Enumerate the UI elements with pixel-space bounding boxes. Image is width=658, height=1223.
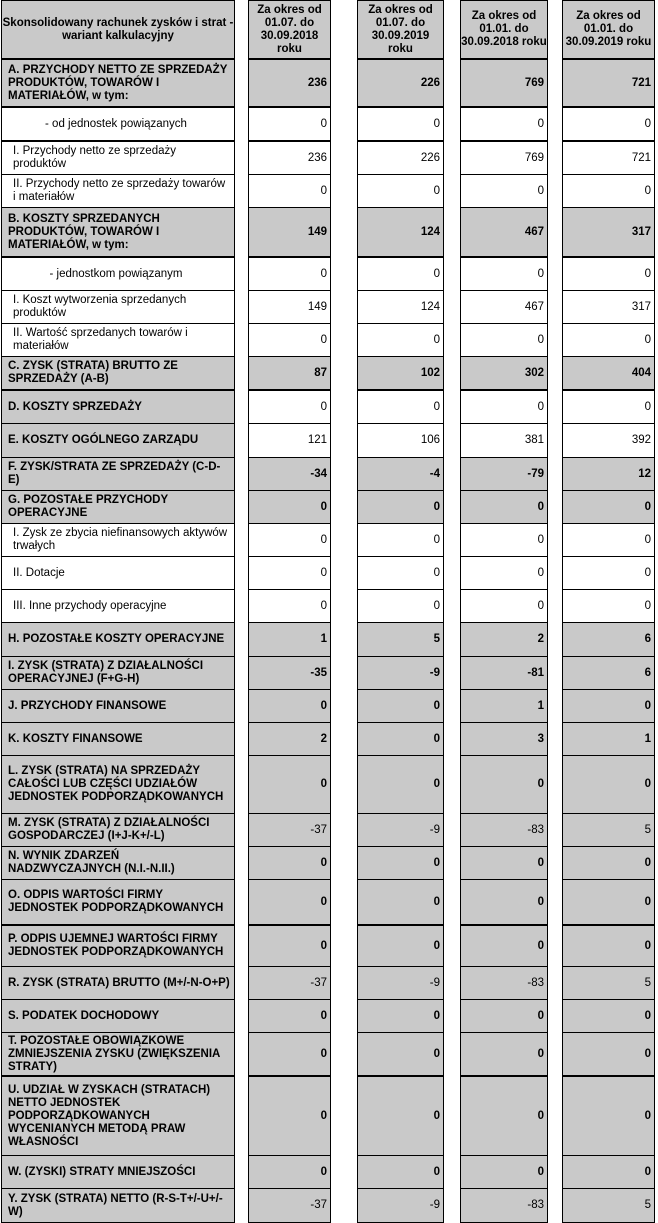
- header-label: Skonsolidowany rachunek zysków i strat - wariant kalkulacyjny: [2, 16, 234, 42]
- value-cell: 0: [460, 589, 548, 623]
- value-cell: -37: [248, 1188, 331, 1223]
- row-label: P. ODPIS UJEMNEJ WARTOŚCI FIRMY JEDNOSTEK PODPORZĄDKOWANYCH: [8, 933, 224, 958]
- value-cell: 0: [562, 589, 655, 623]
- value-cell: 0: [562, 107, 655, 141]
- row-label-cell: [1, 457, 235, 491]
- value-cell: 0: [460, 1076, 548, 1156]
- row-label: R. ZYSK (STRATA) BRUTTO (M+/-N-O+P): [8, 976, 230, 989]
- value-cell: 0: [248, 523, 331, 557]
- value-cell: 0: [562, 556, 655, 590]
- value-cell: 467: [460, 290, 548, 324]
- value-cell: 124: [357, 207, 444, 257]
- row-label: E. KOSZTY OGÓLNEGO ZARZĄDU: [8, 434, 199, 446]
- value-cell: 0: [562, 323, 655, 357]
- row-label: I. Przychody netto ze sprzedaży produktów: [13, 145, 176, 170]
- row-label: G. POZOSTAŁE PRZYCHODY OPERACYJNE: [8, 494, 168, 519]
- row-label-cell: [1, 656, 235, 690]
- value-cell: 317: [562, 207, 655, 257]
- row-label: M. ZYSK (STRATA) Z DZIAŁALNOŚCI GOSPODARCZEJ (I+J-K+/-L): [8, 817, 210, 842]
- row-label: U. UDZIAŁ W ZYSKACH (STRATACH) NETTO JEDNOSTEK PODPORZĄDKOWANYCH WYCENIANYCH METODĄ PRAW WŁASNOŚCI: [8, 1083, 211, 1148]
- row-label: F. ZYSK/STRATA ZE SPRZEDAŻY (C-D-E): [8, 461, 221, 486]
- row-label: N. WYNIK ZDARZEŃ NADZWYCZAJNYCH (N.I.-N.II.): [8, 850, 175, 875]
- value-cell: 0: [460, 755, 548, 814]
- value-cell: 467: [460, 207, 548, 257]
- value-cell: 0: [562, 879, 655, 925]
- value-cell: 0: [248, 257, 331, 291]
- row-label: III. Inne przychody operacyjne: [13, 599, 167, 612]
- value-cell: -4: [357, 457, 444, 491]
- value-cell: -37: [248, 966, 331, 1000]
- row-label-cell: [1, 755, 235, 814]
- value-cell: 5: [357, 622, 444, 657]
- value-cell: 6: [562, 656, 655, 690]
- value-cell: -83: [460, 813, 548, 847]
- row-label-cell: [1, 141, 235, 175]
- value-cell: 0: [357, 174, 444, 208]
- row-label: C. ZYSK (STRATA) BRUTTO ZE SPRZEDAŻY (A-B): [8, 360, 178, 385]
- value-cell: -9: [357, 813, 444, 847]
- value-cell: 769: [460, 59, 548, 107]
- row-label-cell: [1, 356, 235, 390]
- row-label: J. PRZYCHODY FINANSOWE: [8, 699, 167, 712]
- value-cell: 121: [248, 423, 331, 458]
- value-cell: 2: [460, 622, 548, 657]
- row-label-cell: [1, 290, 235, 324]
- header-period-4: Za okres od 01.01. do 30.09.2019 roku: [562, 0, 655, 59]
- value-cell: 0: [248, 107, 331, 141]
- value-cell: 0: [460, 174, 548, 208]
- value-cell: 381: [460, 423, 548, 458]
- value-cell: 149: [248, 207, 331, 257]
- header-period-1: Za okres od 01.07. do 30.09.2018 roku: [248, 0, 331, 59]
- value-cell: -83: [460, 966, 548, 1000]
- row-label-cell: [1, 999, 235, 1033]
- value-cell: 0: [357, 689, 444, 723]
- value-cell: 0: [460, 257, 548, 291]
- row-label-cell: [1, 174, 235, 208]
- row-label: A. PRZYCHODY NETTO ZE SPRZEDAŻY PRODUKTÓW, TOWARÓW I MATERIAŁÓW, w tym:: [8, 63, 228, 102]
- row-label: - od jednostek powiązanych: [45, 117, 187, 130]
- row-label-cell: [1, 1076, 235, 1156]
- row-label-cell: [1, 1032, 235, 1076]
- row-label-cell: [1, 490, 235, 524]
- value-cell: 102: [357, 356, 444, 390]
- value-cell: 0: [562, 755, 655, 814]
- value-cell: 0: [562, 999, 655, 1033]
- row-label-cell: [1, 423, 235, 458]
- value-cell: -37: [248, 813, 331, 847]
- value-cell: 1: [460, 689, 548, 723]
- value-cell: 0: [460, 523, 548, 557]
- value-cell: 0: [460, 1032, 548, 1076]
- value-cell: 721: [562, 59, 655, 107]
- value-cell: 0: [357, 390, 444, 424]
- row-label-cell: [1, 722, 235, 756]
- value-cell: 2: [248, 722, 331, 756]
- value-cell: 0: [562, 174, 655, 208]
- value-cell: 0: [562, 925, 655, 967]
- row-label: K. KOSZTY FINANSOWE: [8, 732, 143, 745]
- value-cell: 12: [562, 457, 655, 491]
- value-cell: -9: [357, 1188, 444, 1223]
- value-cell: 0: [248, 879, 331, 925]
- value-cell: 5: [562, 1188, 655, 1223]
- value-cell: 0: [248, 390, 331, 424]
- value-cell: 0: [460, 390, 548, 424]
- value-cell: 0: [562, 846, 655, 880]
- row-label: L. ZYSK (STRATA) NA SPRZEDAŻY CAŁOŚCI LUB CZĘŚCI UDZIAŁÓW JEDNOSTEK PODPORZĄDKOWANYCH: [8, 765, 224, 803]
- row-label-cell: [1, 1155, 235, 1189]
- value-cell: 0: [562, 1076, 655, 1156]
- value-cell: 0: [357, 1155, 444, 1189]
- value-cell: 0: [562, 1032, 655, 1076]
- value-cell: 5: [562, 966, 655, 1000]
- value-cell: 392: [562, 423, 655, 458]
- value-cell: 0: [357, 925, 444, 967]
- value-cell: 6: [562, 622, 655, 657]
- value-cell: 721: [562, 141, 655, 175]
- value-cell: 0: [248, 490, 331, 524]
- value-cell: 0: [562, 490, 655, 524]
- value-cell: 1: [248, 622, 331, 657]
- value-cell: 149: [248, 290, 331, 324]
- value-cell: 0: [562, 1155, 655, 1189]
- value-cell: -9: [357, 966, 444, 1000]
- value-cell: 0: [460, 999, 548, 1033]
- row-label-cell: [1, 390, 235, 424]
- value-cell: 0: [460, 846, 548, 880]
- value-cell: -83: [460, 1188, 548, 1223]
- value-cell: 124: [357, 290, 444, 324]
- value-cell: 0: [248, 1155, 331, 1189]
- value-cell: 0: [357, 257, 444, 291]
- row-label-cell: [1, 689, 235, 723]
- row-label: T. POZOSTAŁE OBOWIĄZKOWE ZMNIEJSZENIA ZYSKU (ZWIĘKSZENIA STRATY): [8, 1034, 220, 1073]
- row-label-cell: [1, 59, 235, 107]
- value-cell: 0: [460, 925, 548, 967]
- row-label-cell: [1, 556, 235, 590]
- value-cell: 0: [357, 490, 444, 524]
- value-cell: 0: [460, 323, 548, 357]
- value-cell: 0: [460, 490, 548, 524]
- value-cell: 404: [562, 356, 655, 390]
- value-cell: 0: [357, 846, 444, 880]
- value-cell: 0: [357, 879, 444, 925]
- value-cell: 0: [562, 257, 655, 291]
- row-label: Y. ZYSK (STRATA) NETTO (R-S-T+/-U+/-W): [8, 1192, 223, 1218]
- value-cell: 302: [460, 356, 548, 390]
- value-cell: 0: [248, 925, 331, 967]
- value-cell: 0: [248, 1032, 331, 1076]
- row-label-cell: [1, 589, 235, 623]
- value-cell: 106: [357, 423, 444, 458]
- value-cell: 236: [248, 59, 331, 107]
- row-label-cell: [1, 966, 235, 1000]
- value-cell: 0: [357, 323, 444, 357]
- row-label-cell: [1, 523, 235, 557]
- row-label-cell: [1, 107, 235, 141]
- value-cell: -81: [460, 656, 548, 690]
- value-cell: 5: [562, 813, 655, 847]
- row-label-cell: [1, 622, 235, 657]
- row-label: O. ODPIS WARTOŚCI FIRMY JEDNOSTEK PODPORZĄDKOWANYCH: [8, 889, 224, 914]
- row-label: II. Dotacje: [13, 566, 65, 579]
- row-label-cell: [1, 207, 235, 257]
- value-cell: -9: [357, 656, 444, 690]
- row-label-cell: [1, 257, 235, 291]
- header-label-cell: [1, 0, 235, 59]
- row-label: S. PODATEK DOCHODOWY: [8, 1009, 160, 1022]
- value-cell: 0: [248, 556, 331, 590]
- value-cell: 226: [357, 59, 444, 107]
- value-cell: 0: [248, 174, 331, 208]
- value-cell: 1: [562, 722, 655, 756]
- value-cell: 0: [357, 1076, 444, 1156]
- value-cell: 0: [248, 999, 331, 1033]
- value-cell: 0: [357, 722, 444, 756]
- row-label: W. (ZYSKI) STRATY MNIEJSZOŚCI: [8, 1165, 196, 1178]
- value-cell: 0: [562, 523, 655, 557]
- value-cell: 0: [248, 323, 331, 357]
- row-label-cell: [1, 925, 235, 967]
- value-cell: 0: [357, 755, 444, 814]
- value-cell: 317: [562, 290, 655, 324]
- row-label: B. KOSZTY SPRZEDANYCH PRODUKTÓW, TOWARÓW I MATERIAŁÓW, w tym:: [8, 212, 160, 251]
- value-cell: 87: [248, 356, 331, 390]
- value-cell: 0: [357, 999, 444, 1033]
- value-cell: 0: [460, 556, 548, 590]
- value-cell: 0: [357, 107, 444, 141]
- row-label: I. ZYSK (STRATA) Z DZIAŁALNOŚCI OPERACYJNEJ (F+G-H): [8, 660, 204, 685]
- row-label: H. POZOSTAŁE KOSZTY OPERACYJNE: [8, 633, 225, 645]
- value-cell: 0: [357, 1032, 444, 1076]
- row-label-cell: [1, 846, 235, 880]
- value-cell: -34: [248, 457, 331, 491]
- row-label: - jednostkom powiązanym: [49, 267, 183, 280]
- row-label: II. Wartość sprzedanych towarów i materiałów: [13, 327, 188, 352]
- value-cell: 0: [248, 1076, 331, 1156]
- value-cell: 0: [460, 1155, 548, 1189]
- row-label-cell: [1, 813, 235, 847]
- row-label: I. Koszt wytworzenia sprzedanych produktów: [13, 294, 187, 319]
- row-label: II. Przychody netto ze sprzedaży towarów i materiałów: [13, 178, 226, 203]
- value-cell: -35: [248, 656, 331, 690]
- value-cell: 236: [248, 141, 331, 175]
- value-cell: 0: [460, 107, 548, 141]
- value-cell: 769: [460, 141, 548, 175]
- value-cell: 0: [562, 390, 655, 424]
- value-cell: 0: [248, 846, 331, 880]
- value-cell: 0: [562, 689, 655, 723]
- row-label-cell: [1, 1188, 235, 1223]
- value-cell: 0: [248, 755, 331, 814]
- row-label-cell: [1, 323, 235, 357]
- row-label: D. KOSZTY SPRZEDAŻY: [8, 400, 142, 413]
- value-cell: 226: [357, 141, 444, 175]
- value-cell: 0: [357, 523, 444, 557]
- value-cell: 0: [248, 689, 331, 723]
- row-label: I. Zysk ze zbycia niefinansowych aktywów trwałych: [13, 527, 228, 552]
- header-period-3: Za okres od 01.01. do 30.09.2018 roku: [460, 0, 548, 59]
- value-cell: -79: [460, 457, 548, 491]
- value-cell: 0: [248, 589, 331, 623]
- value-cell: 0: [357, 589, 444, 623]
- header-period-2: Za okres od 01.07. do 30.09.2019 roku: [357, 0, 444, 59]
- row-label-cell: [1, 879, 235, 925]
- value-cell: 3: [460, 722, 548, 756]
- value-cell: 0: [357, 556, 444, 590]
- value-cell: 0: [460, 879, 548, 925]
